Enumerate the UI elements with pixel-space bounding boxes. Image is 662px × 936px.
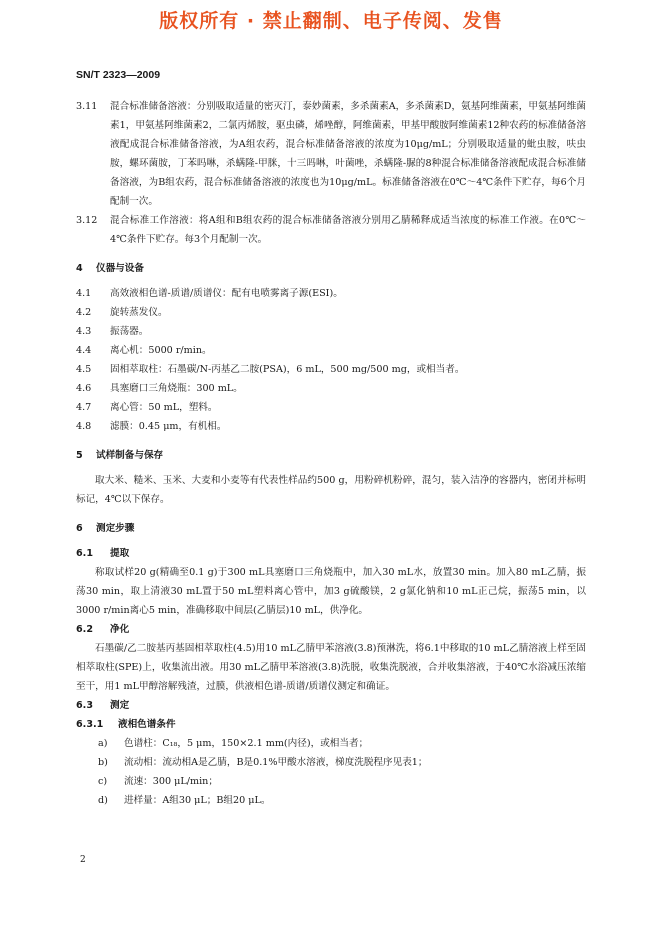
- subsection-title: 提取: [110, 548, 130, 559]
- list-item: [76, 360, 586, 379]
- item-text: 高效液相色谱-质谱/质谱仪：配有电喷雾离子源(ESI)。: [110, 288, 343, 299]
- list-item: [76, 322, 586, 341]
- item-number: 4.3: [76, 326, 92, 337]
- subsection-6-2-text: 石墨碳/乙二胺基丙基固相萃取柱(4.5)用10 mL乙腈甲苯溶液(3.8)预淋洗，将6.1中移取的10 mL乙腈溶液上样至固相萃取柱(SPE)上，收集流出液。用30 mL乙腈甲苯溶液(3.8)洗脱，收集洗脱液，合并收集溶液，于40℃水浴减压浓缩至干，用1 mL甲醇溶解残渣，过膜，供液相色谱-质谱/质谱仪测定和确证。: [76, 643, 586, 692]
- copyright-watermark: 版权所有 · 禁止翻制、电子传阅、发售: [159, 10, 503, 32]
- clause-number: 3.11: [76, 101, 98, 112]
- subsection-title: 净化: [110, 624, 130, 635]
- list-item: [76, 379, 586, 398]
- clause-3-12: [76, 211, 586, 249]
- standard-code: SN/T 2323—2009: [76, 69, 161, 81]
- section-6-heading: [76, 519, 586, 538]
- subsection-6-1-heading: [76, 544, 586, 563]
- clause-3-11: [76, 97, 586, 211]
- section-5-text: 取大米、糙米、玉米、大麦和小麦等有代表性样品约500 g，用粉碎机粉碎，混匀，装入洁净的容器内，密闭并标明标记，4℃以下保存。: [76, 475, 586, 505]
- item-text: 旋转蒸发仪。: [110, 307, 168, 318]
- item-text: 色谱柱：C₁₈，5 μm，150×2.1 mm(内径)，或相当者；: [124, 738, 369, 749]
- section-title: 试样制备与保存: [96, 450, 164, 461]
- subsection-number: 6.2: [76, 624, 93, 635]
- subsection-title: 测定: [110, 700, 130, 711]
- list-item: [76, 284, 586, 303]
- subsection-6-3-heading: [76, 696, 586, 715]
- item-text: 离心管：50 mL，塑料。: [110, 402, 218, 413]
- item-text: 离心机：5000 r/min。: [110, 345, 212, 356]
- item-label: c): [98, 776, 108, 787]
- item-number: 4.1: [76, 288, 92, 299]
- subsection-6-3-1-heading: [76, 715, 586, 734]
- item-number: 4.5: [76, 364, 92, 375]
- item-text: 滤膜：0.45 μm，有机相。: [110, 421, 227, 432]
- document-body: [76, 97, 586, 810]
- item-text: 具塞磨口三角烧瓶：300 mL。: [110, 383, 243, 394]
- list-item: [76, 734, 586, 753]
- item-number: 4.6: [76, 383, 92, 394]
- item-number: 4.7: [76, 402, 92, 413]
- section-4-heading: [76, 259, 586, 278]
- section-title: 仪器与设备: [96, 263, 144, 274]
- subsection-number: 6.3: [76, 700, 93, 711]
- subsection-title: 液相色谱条件: [118, 719, 176, 730]
- page-number: 2: [80, 855, 86, 865]
- list-item: [76, 398, 586, 417]
- section-title: 测定步骤: [96, 523, 135, 534]
- item-text: 固相萃取柱：石墨碳/N-丙基乙二胺(PSA)，6 mL，500 mg/500 mg，或相当者。: [110, 364, 465, 375]
- list-item: [76, 753, 586, 772]
- item-text: 流速：300 μL/min；: [124, 776, 218, 787]
- item-text: 进样量：A组30 μL；B组20 μL。: [124, 795, 271, 806]
- list-item: [76, 417, 586, 436]
- subsection-6-2-heading: [76, 620, 586, 639]
- section-number: 5: [76, 450, 83, 461]
- subsection-6-1-text: 称取试样20 g(精确至0.1 g)于300 mL具塞磨口三角烧瓶中，加入30 mL水，放置30 min。加入80 mL乙腈，振荡30 min，取上清液30 mL置于50 mL塑料离心管中，加3 g硫酸镁，2 g氯化钠和10 mL正己烷，振荡5 min，以3000 r/min离心5 min，准确移取中间层(乙腈层)10 mL，供净化。: [76, 567, 586, 616]
- item-text: 振荡器。: [110, 326, 149, 337]
- list-item: [76, 791, 586, 810]
- section-number: 6: [76, 523, 83, 534]
- item-label: b): [98, 757, 108, 768]
- item-label: d): [98, 795, 108, 806]
- item-number: 4.2: [76, 307, 92, 318]
- item-text: 流动相：流动相A是乙腈，B是0.1%甲酸水溶液，梯度洗脱程序见表1；: [124, 757, 428, 768]
- item-number: 4.8: [76, 421, 92, 432]
- section-number: 4: [76, 263, 83, 274]
- clause-text: 混合标准工作溶液：将A组和B组农药的混合标准储备溶液分别用乙腈稀释成适当浓度的标准工作液。在0℃～4℃条件下贮存。每3个月配制一次。: [110, 215, 586, 245]
- subsection-number: 6.3.1: [76, 719, 104, 730]
- section-5-heading: [76, 446, 586, 465]
- list-item: [76, 303, 586, 322]
- subsection-number: 6.1: [76, 548, 93, 559]
- list-item: [76, 341, 586, 360]
- item-number: 4.4: [76, 345, 92, 356]
- list-item: [76, 772, 586, 791]
- item-label: a): [98, 738, 108, 749]
- clause-text: 混合标准储备溶液：分别吸取适量的密灭汀，泰妙菌素，多杀菌素A，多杀菌素D，氨基阿维菌素，甲氨基阿维菌素1，甲氨基阿维菌素2，二氯丙烯胺，驱虫磷，烯唑醇，阿维菌素，甲基甲酸胺阿维菌素12种农药的标准储备溶液配成混合标准储备溶液，为A组农药，混合标准储备溶液的浓度为10μg/mL；分别吸取适量的蚍虫胺，呋虫胺，螺环菌胺，丁苯吗啉，杀螨隆-甲脒，十三吗啉，叶菌唑，杀螨隆-脲的8种混合标准储备溶液配成混合标准储备溶液，为B组农药，混合标准储备溶液的浓度也为10μg/mL。标准储备溶液在0℃～4℃条件下贮存，每6个月配制一次。: [110, 101, 586, 207]
- clause-number: 3.12: [76, 215, 98, 226]
